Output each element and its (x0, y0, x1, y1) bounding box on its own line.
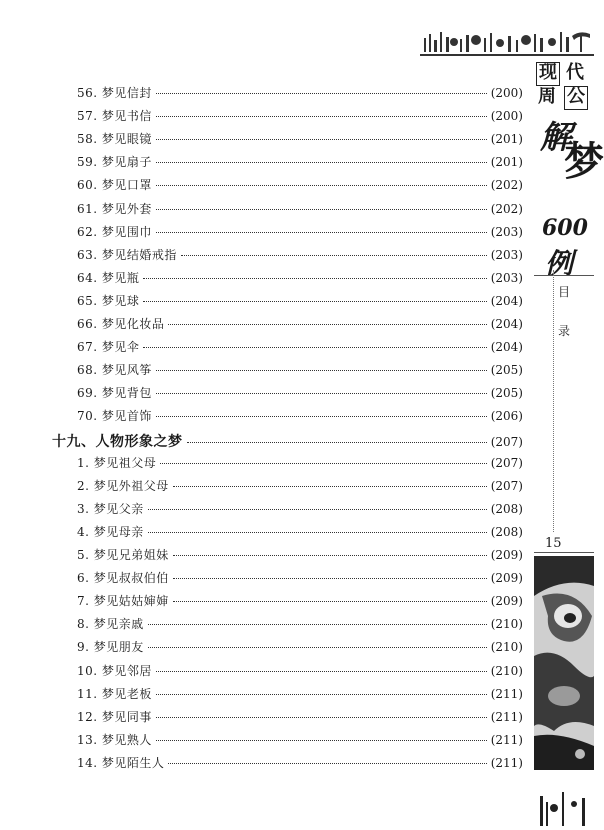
toc-entry-label: 60. 梦见口罩 (77, 178, 152, 193)
toc-entry (77, 592, 523, 610)
dot-leader (156, 208, 487, 210)
toc-entry-page: (203) (490, 270, 523, 285)
toc-entry-label: 57. 梦见书信 (77, 109, 152, 124)
dot-leader (181, 254, 487, 256)
toc-entry (77, 407, 523, 425)
section-lu: 录 (558, 324, 571, 338)
toc-entry (77, 361, 523, 379)
dotted-divider (553, 270, 554, 532)
toc-entry (77, 315, 523, 333)
toc-entry-page: (209) (490, 594, 523, 609)
toc-entry (77, 477, 523, 495)
title-char: 公 (564, 86, 588, 110)
toc-entry-page: (207) (490, 434, 523, 449)
toc-entry-page: (210) (490, 640, 523, 655)
toc-entry-page: (210) (490, 617, 523, 632)
toc-entry-page: (211) (490, 686, 523, 701)
title-meng: 梦 (564, 138, 604, 185)
toc-entry (77, 338, 523, 356)
toc-entry-label: 62. 梦见围巾 (77, 224, 152, 239)
title-li: 例 (545, 247, 574, 280)
decorative-sculpture-image (534, 556, 594, 770)
title-char: 代 (566, 62, 584, 83)
toc-entry (77, 153, 523, 171)
toc-entry-label: 58. 梦见眼镜 (77, 132, 152, 147)
toc-entry-label: 13. 梦见熟人 (77, 732, 152, 747)
toc-entry (77, 84, 523, 102)
toc-entry-page: (204) (490, 293, 523, 308)
toc-entry-label: 65. 梦见球 (77, 293, 140, 308)
dot-leader (148, 531, 487, 533)
toc-entry (77, 569, 523, 587)
toc-entry-page: (207) (490, 478, 523, 493)
toc-entry (77, 130, 523, 148)
dot-leader (156, 670, 487, 672)
toc-entry-label: 10. 梦见邻居 (77, 663, 152, 678)
title-char: 现 (536, 62, 560, 86)
toc-entry (77, 615, 523, 633)
toc-entry-label: 67. 梦见伞 (77, 340, 140, 355)
toc-entry-page: (203) (490, 247, 523, 262)
toc-entry-page: (205) (490, 363, 523, 378)
toc-entry-page: (208) (490, 501, 523, 516)
dot-leader (168, 323, 486, 325)
dot-leader (156, 92, 487, 94)
toc-entry (77, 662, 523, 680)
dot-leader (187, 441, 487, 443)
section-mu: 目 (558, 285, 571, 299)
toc-entry-label: 5. 梦见兄弟姐妹 (77, 548, 169, 562)
toc-entry-label: 70. 梦见首饰 (77, 409, 152, 424)
toc-section-heading (52, 431, 523, 449)
toc-entry (77, 454, 523, 472)
dot-leader (173, 577, 487, 579)
page-number: 15 (545, 536, 562, 551)
toc-entry-label: 69. 梦见背包 (77, 386, 152, 401)
toc-entry-label: 61. 梦见外套 (77, 201, 152, 216)
toc-entry (77, 546, 523, 564)
dot-leader (143, 300, 486, 302)
dot-leader (156, 392, 487, 394)
toc-entry-label: 12. 梦见同事 (77, 709, 152, 724)
dot-leader (156, 231, 487, 233)
toc-entry-label: 3. 梦见父亲 (77, 501, 144, 516)
toc-entry-label: 66. 梦见化妆品 (77, 317, 165, 331)
toc-entry-page: (211) (490, 709, 523, 724)
dot-leader (156, 693, 487, 695)
dot-leader (173, 554, 487, 556)
toc-entry-label: 63. 梦见结婚戒指 (77, 247, 177, 262)
dot-leader (148, 623, 487, 625)
decorative-plant-image (534, 778, 594, 826)
toc-entry-page: (211) (490, 755, 523, 770)
toc-entry (77, 107, 523, 125)
toc-entry-page: (203) (490, 224, 523, 239)
dot-leader (156, 184, 487, 186)
dot-leader (160, 462, 486, 464)
toc-entry (77, 523, 523, 541)
toc-entry-label: 56. 梦见信封 (77, 86, 152, 100)
toc-entry (77, 246, 523, 264)
toc-entry-page: (206) (490, 409, 523, 424)
toc-entry-page: (201) (490, 155, 523, 170)
toc-entry-label: 2. 梦见外祖父母 (77, 478, 169, 493)
dot-leader (148, 646, 487, 648)
toc-entry (77, 292, 523, 310)
dot-leader (168, 762, 486, 764)
dot-leader (156, 716, 487, 718)
book-title-box (534, 62, 594, 108)
title-jie: 解 (540, 118, 573, 156)
dot-leader (143, 277, 486, 279)
dot-leader (173, 600, 487, 602)
toc-entry-label: 59. 梦见扇子 (77, 155, 152, 170)
dot-leader (156, 138, 487, 140)
dot-leader (156, 415, 487, 417)
toc-entry-page: (200) (490, 109, 523, 124)
toc-entry (77, 685, 523, 703)
toc-entry-label: 9. 梦见朋友 (77, 640, 144, 655)
decorative-plant-strip (420, 28, 594, 56)
title-char: 周 (538, 86, 556, 107)
dot-leader (148, 508, 487, 510)
toc-entry-label: 7. 梦见姑姑婶婶 (77, 594, 169, 609)
divider (534, 275, 594, 276)
toc-entry-label: 4. 梦见母亲 (77, 524, 144, 539)
toc-entry-page: (204) (490, 317, 523, 331)
toc-entry (77, 269, 523, 287)
toc-entry-label: 11. 梦见老板 (77, 686, 152, 701)
dot-leader (156, 161, 487, 163)
toc-entry-label: 1. 梦见祖父母 (77, 455, 157, 470)
divider (534, 552, 594, 553)
toc-entry (77, 384, 523, 402)
dot-leader (156, 739, 487, 741)
toc-entry (77, 754, 523, 772)
toc-entry (77, 708, 523, 726)
title-count: 600 (542, 215, 588, 241)
dot-leader (143, 346, 486, 348)
toc-entry-page: (202) (490, 178, 523, 193)
toc-entry-page: (207) (490, 455, 523, 470)
toc-entry-page: (209) (490, 548, 523, 562)
toc-entry (77, 200, 523, 218)
toc-entry-page: (209) (490, 571, 523, 586)
toc-entry-label: 64. 梦见瓶 (77, 270, 140, 285)
toc-entry (77, 176, 523, 194)
toc-entry (77, 638, 523, 656)
toc-entry-label: 6. 梦见叔叔伯伯 (77, 571, 169, 586)
toc-entry-page: (201) (490, 132, 523, 147)
toc-entry-page: (211) (490, 732, 523, 747)
toc-entry (77, 500, 523, 518)
toc-entry-label: 十九、人物形象之梦 (52, 433, 183, 450)
dot-leader (156, 369, 487, 371)
toc-entry-label: 8. 梦见亲戚 (77, 617, 144, 632)
toc-entry-page: (210) (490, 663, 523, 678)
dot-leader (156, 115, 487, 117)
dot-leader (173, 485, 487, 487)
toc-entry-label: 14. 梦见陌生人 (77, 755, 165, 770)
toc-entry-page: (204) (490, 340, 523, 355)
toc-entry (77, 223, 523, 241)
toc-entry-page: (208) (490, 524, 523, 539)
toc-entry-page: (200) (490, 86, 523, 100)
toc-entry-page: (202) (490, 201, 523, 216)
toc-entry-page: (205) (490, 386, 523, 401)
toc-entry-label: 68. 梦见风筝 (77, 363, 152, 378)
toc-entry (77, 731, 523, 749)
